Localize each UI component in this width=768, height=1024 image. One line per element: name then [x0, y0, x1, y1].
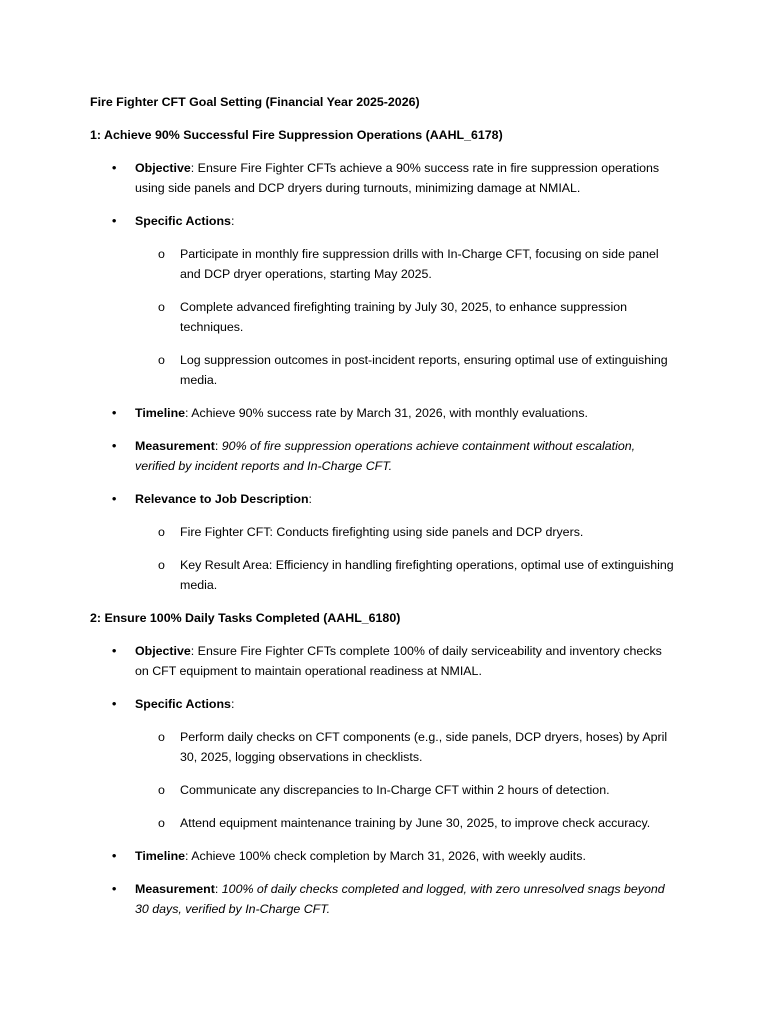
measurement-text: 100% of daily checks completed and logged, with zero unresolved snags beyond 30 days, verified by In-Charge CFT. [135, 882, 665, 916]
specific-actions-item [90, 694, 675, 714]
timeline-item [90, 846, 675, 866]
timeline-label: Timeline [135, 406, 186, 420]
relevance-label: Relevance to Job Description [135, 492, 309, 506]
sub-bullet-icon: o [158, 816, 165, 830]
measurement-label: Measurement [135, 882, 215, 896]
sub-bullet-icon: o [158, 783, 165, 797]
action-text: Participate in monthly fire suppression drills with In-Charge CFT, focusing on side panel and DCP dryer operations, starting May 2025. [180, 247, 659, 281]
objective-item [90, 158, 675, 198]
objective-label: Objective [135, 644, 191, 658]
timeline-text: : Achieve 100% check completion by March 31, 2026, with weekly audits. [185, 849, 586, 863]
relevance-text: Fire Fighter CFT: Conducts firefighting using side panels and DCP dryers. [180, 525, 584, 539]
measurement-separator: : [214, 882, 222, 896]
bullet-icon: • [112, 406, 117, 420]
measurement-item [90, 436, 675, 476]
measurement-text: 90% of fire suppression operations achieve containment without escalation, verified by incident reports and In-Charge CFT. [135, 439, 636, 473]
objective-item [90, 641, 675, 681]
document-body [90, 92, 675, 932]
document-title: Fire Fighter CFT Goal Setting (Financial Year 2025-2026) [90, 95, 420, 109]
goal-heading: 2: Ensure 100% Daily Tasks Completed (AAHL_6180) [90, 611, 401, 625]
objective-text: : Ensure Fire Fighter CFTs achieve a 90% success rate in fire suppression operations using side panels and DCP dryers during turnouts, minimizing damage at NMIAL. [135, 161, 660, 195]
action-text: Perform daily checks on CFT components (e.g., side panels, DCP dryers, hoses) by April 30, 2025, logging observations in checklists. [180, 730, 668, 764]
relevance-text: Key Result Area: Efficiency in handling firefighting operations, optimal use of extinguishing media. [180, 558, 674, 592]
sub-bullet-icon: o [158, 300, 165, 314]
specific-actions-label: Specific Actions [135, 214, 231, 228]
timeline-item [90, 403, 675, 423]
goal-heading: 1: Achieve 90% Successful Fire Suppression Operations (AAHL_6178) [90, 128, 503, 142]
action-item [90, 350, 675, 390]
sub-bullet-icon: o [158, 247, 165, 261]
relevance-subitem [90, 522, 675, 542]
bullet-icon: • [112, 492, 117, 506]
action-item [90, 780, 675, 800]
action-item [90, 244, 675, 284]
measurement-item [90, 879, 675, 919]
specific-actions-label: Specific Actions [135, 697, 231, 711]
sub-bullet-icon: o [158, 730, 165, 744]
bullet-icon: • [112, 882, 117, 896]
timeline-text: : Achieve 90% success rate by March 31, 2026, with monthly evaluations. [185, 406, 588, 420]
bullet-icon: • [112, 161, 117, 175]
action-item [90, 297, 675, 337]
goal-section-2 [90, 608, 675, 919]
action-text: Attend equipment maintenance training by June 30, 2025, to improve check accuracy. [180, 816, 651, 830]
action-text: Complete advanced firefighting training by July 30, 2025, to enhance suppression techniques. [180, 300, 628, 334]
sub-bullet-icon: o [158, 525, 165, 539]
objective-label: Objective [135, 161, 191, 175]
bullet-icon: • [112, 849, 117, 863]
relevance-item [90, 489, 675, 509]
action-text: Communicate any discrepancies to In-Charge CFT within 2 hours of detection. [180, 783, 610, 797]
action-item [90, 727, 675, 767]
bullet-icon: • [112, 214, 117, 228]
goal-section-1 [90, 125, 675, 595]
bullet-icon: • [112, 697, 117, 711]
objective-text: : Ensure Fire Fighter CFTs complete 100% of daily serviceability and inventory checks on CFT equipment to maintain operational readiness at NMIAL. [135, 644, 662, 678]
bullet-icon: • [112, 439, 117, 453]
label-colon: : [308, 492, 312, 506]
sub-bullet-icon: o [158, 353, 165, 367]
bullet-icon: • [112, 644, 117, 658]
measurement-label: Measurement [135, 439, 215, 453]
label-colon: : [230, 214, 235, 228]
measurement-separator: : [214, 439, 222, 453]
label-colon: : [230, 697, 235, 711]
specific-actions-item [90, 211, 675, 231]
timeline-label: Timeline [135, 849, 186, 863]
relevance-subitem [90, 555, 675, 595]
sub-bullet-icon: o [158, 558, 165, 572]
action-text: Log suppression outcomes in post-incident reports, ensuring optimal use of extinguishing media. [180, 353, 668, 387]
action-item [90, 813, 675, 833]
